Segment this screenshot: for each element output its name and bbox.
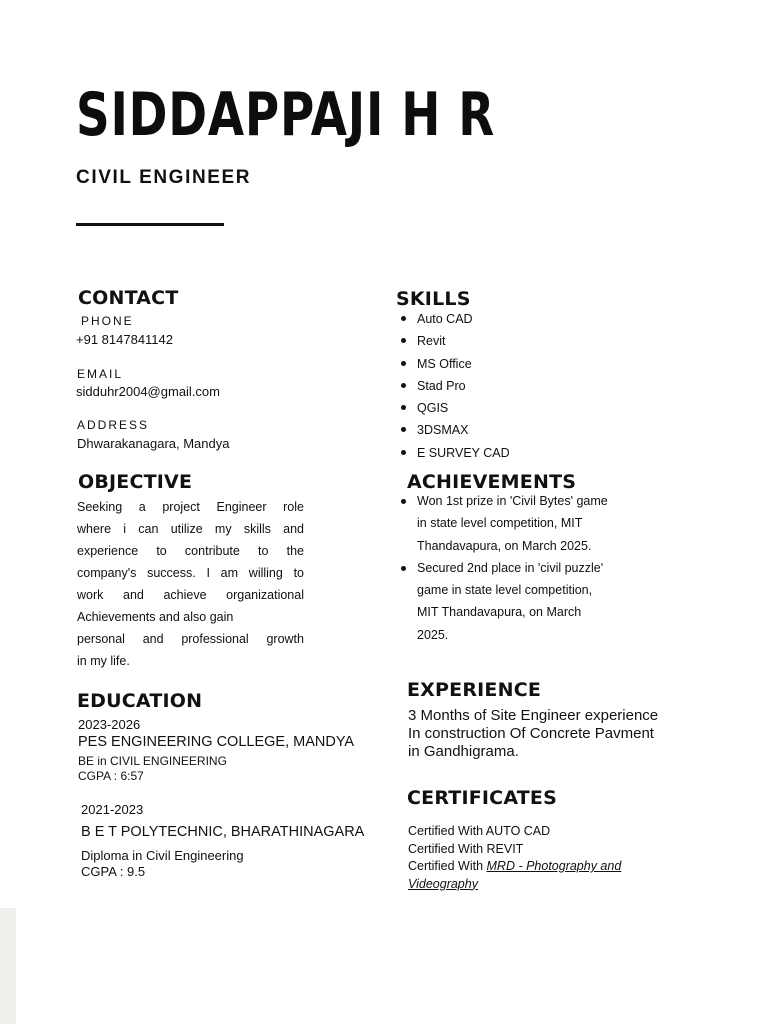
- skills-heading: SKILLS: [396, 288, 471, 310]
- objective-line: company's success. I am willing to: [77, 566, 304, 580]
- phone-label: PHONE: [81, 314, 134, 328]
- experience-heading: EXPERIENCE: [407, 679, 542, 701]
- objective-line: experience to contribute to the: [77, 544, 304, 558]
- experience-text: [408, 707, 658, 761]
- education-score: CGPA : 9.5: [81, 864, 146, 879]
- education-institution: PES ENGINEERING COLLEGE, MANDYA: [78, 734, 355, 750]
- education-years: 2021-2023: [81, 802, 144, 817]
- email-label: EMAIL: [77, 367, 124, 381]
- achievement-line: Won 1st prize in 'Civil Bytes' game: [417, 494, 608, 508]
- skill-item: 3DSMAX: [396, 421, 510, 443]
- certificates-list: [408, 823, 621, 893]
- achievement-line: Secured 2nd place in 'civil puzzle': [417, 560, 604, 575]
- skill-item: QGIS: [396, 399, 510, 421]
- achievement-line: game in state level competition,: [417, 583, 593, 598]
- header-divider: [76, 223, 224, 226]
- education-degree: BE in CIVIL ENGINEERING: [78, 754, 227, 768]
- experience-line: 3 Months of Site Engineer experience: [408, 707, 659, 724]
- objective-heading: OBJECTIVE: [78, 471, 193, 493]
- achievement-line: in state level competition, MIT: [417, 516, 583, 531]
- skill-item: Revit: [396, 332, 510, 354]
- certificates-heading: CERTIFICATES: [407, 787, 557, 809]
- objective-line: Achievements and also gain: [77, 610, 234, 624]
- email-value: sidduhr2004@gmail.com: [76, 384, 220, 399]
- education-degree: Diploma in Civil Engineering: [81, 848, 244, 863]
- education-institution: B E T POLYTECHNIC, BHARATHINAGARA: [81, 824, 365, 840]
- achievement-line: 2025.: [417, 627, 449, 642]
- achievement-item: [396, 490, 608, 557]
- job-title: CIVIL ENGINEER: [76, 167, 252, 188]
- objective-line: personal and professional growth: [77, 632, 304, 646]
- address-value: Dhwarakanagara, Mandya: [77, 436, 230, 451]
- page-edge-shadow: [0, 908, 16, 1024]
- objective-text: [77, 496, 304, 672]
- certificate-item: Certified With REVIT: [408, 841, 524, 856]
- skills-list: [396, 310, 510, 466]
- certificate-link[interactable]: MRD - Photography and: [486, 859, 622, 873]
- objective-line: work and achieve organizational: [77, 588, 304, 602]
- certificate-link[interactable]: Videography: [408, 876, 478, 891]
- objective-line: Seeking a project Engineer role: [77, 500, 304, 514]
- education-score: CGPA : 6:57: [78, 769, 144, 783]
- skill-item: E SURVEY CAD: [396, 444, 510, 466]
- phone-value: +91 8147841142: [76, 332, 173, 347]
- skill-item: MS Office: [396, 355, 510, 377]
- achievements-list: [396, 490, 608, 646]
- achievement-item: [396, 557, 608, 646]
- objective-line: in my life.: [77, 654, 130, 668]
- certificate-item: [408, 876, 621, 894]
- achievements-heading: ACHIEVEMENTS: [407, 471, 577, 493]
- address-label: ADDRESS: [77, 418, 150, 432]
- achievement-line: Thandavapura, on March 2025.: [417, 538, 592, 553]
- skill-item: Stad Pro: [396, 377, 510, 399]
- experience-line: in Gandhigrama.: [408, 743, 519, 760]
- education-heading: EDUCATION: [77, 690, 203, 712]
- certificate-item: Certified With AUTO CAD: [408, 824, 551, 838]
- skill-item: Auto CAD: [396, 310, 510, 332]
- achievement-line: MIT Thandavapura, on March: [417, 605, 582, 620]
- candidate-name: SIDDAPPAJI H R: [76, 80, 496, 150]
- experience-line: In construction Of Concrete Pavment: [408, 725, 654, 742]
- contact-heading: CONTACT: [78, 287, 179, 309]
- education-years: 2023-2026: [78, 717, 141, 732]
- certificate-prefix: Certified With: [408, 859, 487, 873]
- certificate-item: [408, 858, 621, 876]
- objective-line: where i can utilize my skills and: [77, 522, 304, 536]
